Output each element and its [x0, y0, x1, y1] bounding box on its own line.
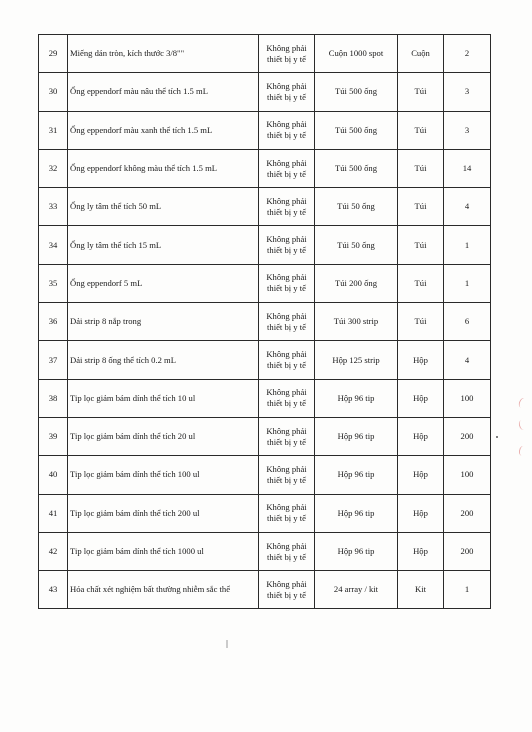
item-classification — [259, 532, 315, 570]
item-name: Tip lọc giảm bám dính thể tích 100 ul — [68, 456, 259, 494]
item-name: Dải strip 8 nắp trong — [68, 303, 259, 341]
classification-line-2: thiết bị y tế — [267, 398, 306, 409]
row-number: 33 — [39, 188, 68, 226]
table-row — [39, 571, 491, 609]
table-row — [39, 494, 491, 532]
classification-line-1: Không phải — [266, 425, 307, 436]
table-row — [39, 417, 491, 455]
item-name: Ống eppendorf 5 mL — [68, 264, 259, 302]
table-row — [39, 264, 491, 302]
item-name: Hóa chất xét nghiệm bất thường nhiễm sắc thể — [68, 571, 259, 609]
table-row — [39, 532, 491, 570]
scan-speck — [226, 640, 228, 648]
packaging-spec: Túi 500 ống — [315, 149, 398, 187]
row-number: 40 — [39, 456, 68, 494]
row-number: 37 — [39, 341, 68, 379]
item-name: Tip lọc giảm bám dính thể tích 10 ul — [68, 379, 259, 417]
classification-line-1: Không phải — [266, 272, 307, 283]
quantity: 100 — [444, 456, 491, 494]
classification-line-1: Không phải — [266, 349, 307, 360]
packaging-spec: Cuộn 1000 spot — [315, 35, 398, 73]
item-name: Tip lọc giảm bám dính thể tích 1000 ul — [68, 532, 259, 570]
item-name: Miếng dán tròn, kích thước 3/8"" — [68, 35, 259, 73]
item-classification — [259, 341, 315, 379]
unit: Túi — [398, 111, 444, 149]
item-name: Ống eppendorf màu nâu thể tích 1.5 mL — [68, 73, 259, 111]
packaging-spec: Túi 200 ống — [315, 264, 398, 302]
unit: Hộp — [398, 417, 444, 455]
unit: Túi — [398, 188, 444, 226]
unit: Hộp — [398, 456, 444, 494]
classification-line-1: Không phải — [266, 310, 307, 321]
table-row — [39, 341, 491, 379]
item-classification — [259, 111, 315, 149]
table-row — [39, 456, 491, 494]
unit: Túi — [398, 226, 444, 264]
table-row — [39, 226, 491, 264]
classification-line-2: thiết bị y tế — [267, 206, 306, 217]
quantity: 2 — [444, 35, 491, 73]
item-name: Ống eppendorf không màu thể tích 1.5 mL — [68, 149, 259, 187]
unit: Túi — [398, 149, 444, 187]
table-row — [39, 188, 491, 226]
row-number: 38 — [39, 379, 68, 417]
quantity: 200 — [444, 532, 491, 570]
unit: Túi — [398, 264, 444, 302]
quantity: 200 — [444, 417, 491, 455]
item-name: Ống ly tâm thể tích 50 mL — [68, 188, 259, 226]
classification-line-2: thiết bị y tế — [267, 360, 306, 371]
classification-line-2: thiết bị y tế — [267, 551, 306, 562]
classification-line-1: Không phải — [266, 195, 307, 206]
quantity: 1 — [444, 226, 491, 264]
item-classification — [259, 494, 315, 532]
unit: Cuộn — [398, 35, 444, 73]
item-classification — [259, 571, 315, 609]
table-row — [39, 149, 491, 187]
quantity: 1 — [444, 264, 491, 302]
classification-line-1: Không phải — [266, 387, 307, 398]
packaging-spec: Hộp 125 strip — [315, 341, 398, 379]
row-number: 31 — [39, 111, 68, 149]
classification-line-2: thiết bị y tế — [267, 513, 306, 524]
item-classification — [259, 303, 315, 341]
packaging-spec: Túi 500 ống — [315, 73, 398, 111]
packaging-spec: Hộp 96 tip — [315, 532, 398, 570]
quantity: 3 — [444, 111, 491, 149]
table-row — [39, 73, 491, 111]
row-number: 39 — [39, 417, 68, 455]
item-classification — [259, 264, 315, 302]
row-number: 42 — [39, 532, 68, 570]
quantity: 3 — [444, 73, 491, 111]
item-name: Ống ly tâm thể tích 15 mL — [68, 226, 259, 264]
quantity: 100 — [444, 379, 491, 417]
packaging-spec: Hộp 96 tip — [315, 417, 398, 455]
quantity: 6 — [444, 303, 491, 341]
unit: Túi — [398, 73, 444, 111]
item-classification — [259, 456, 315, 494]
row-number: 34 — [39, 226, 68, 264]
supplies-table — [38, 34, 491, 609]
classification-line-1: Không phải — [266, 119, 307, 130]
unit: Kit — [398, 571, 444, 609]
classification-line-2: thiết bị y tế — [267, 436, 306, 447]
scan-speck — [496, 436, 498, 438]
classification-line-1: Không phải — [266, 502, 307, 513]
stamp-edge-mark — [518, 445, 527, 456]
row-number: 36 — [39, 303, 68, 341]
item-classification — [259, 35, 315, 73]
classification-line-1: Không phải — [266, 157, 307, 168]
quantity: 1 — [444, 571, 491, 609]
classification-line-2: thiết bị y tế — [267, 53, 306, 64]
classification-line-2: thiết bị y tế — [267, 589, 306, 600]
table-row — [39, 111, 491, 149]
stamp-edge-mark — [518, 419, 527, 430]
packaging-spec: Túi 50 ống — [315, 188, 398, 226]
table-row — [39, 379, 491, 417]
classification-line-2: thiết bị y tế — [267, 245, 306, 256]
packaging-spec: Túi 300 strip — [315, 303, 398, 341]
row-number: 35 — [39, 264, 68, 302]
row-number: 43 — [39, 571, 68, 609]
packaging-spec: 24 array / kit — [315, 571, 398, 609]
packaging-spec: Hộp 96 tip — [315, 456, 398, 494]
item-name: Tip lọc giảm bám dính thể tích 200 ul — [68, 494, 259, 532]
row-number: 30 — [39, 73, 68, 111]
item-classification — [259, 188, 315, 226]
item-classification — [259, 417, 315, 455]
stamp-edge-mark — [518, 397, 528, 409]
packaging-spec: Hộp 96 tip — [315, 379, 398, 417]
item-name: Tip lọc giảm bám dính thể tích 20 ul — [68, 417, 259, 455]
item-name: Dải strip 8 ống thể tích 0.2 mL — [68, 341, 259, 379]
unit: Hộp — [398, 341, 444, 379]
item-name: Ống eppendorf màu xanh thể tích 1.5 mL — [68, 111, 259, 149]
unit: Hộp — [398, 532, 444, 570]
item-classification — [259, 379, 315, 417]
quantity: 200 — [444, 494, 491, 532]
row-number: 41 — [39, 494, 68, 532]
classification-line-2: thiết bị y tế — [267, 91, 306, 102]
classification-line-2: thiết bị y tế — [267, 474, 306, 485]
quantity: 14 — [444, 149, 491, 187]
packaging-spec: Túi 50 ống — [315, 226, 398, 264]
packaging-spec: Túi 500 ống — [315, 111, 398, 149]
row-number: 32 — [39, 149, 68, 187]
supplies-table-body — [39, 35, 491, 609]
quantity: 4 — [444, 341, 491, 379]
classification-line-2: thiết bị y tế — [267, 283, 306, 294]
row-number: 29 — [39, 35, 68, 73]
unit: Hộp — [398, 494, 444, 532]
unit: Hộp — [398, 379, 444, 417]
classification-line-2: thiết bị y tế — [267, 321, 306, 332]
classification-line-1: Không phải — [266, 80, 307, 91]
item-classification — [259, 73, 315, 111]
classification-line-1: Không phải — [266, 540, 307, 551]
classification-line-1: Không phải — [266, 42, 307, 53]
classification-line-2: thiết bị y tế — [267, 130, 306, 141]
classification-line-2: thiết bị y tế — [267, 168, 306, 179]
classification-line-1: Không phải — [266, 234, 307, 245]
item-classification — [259, 226, 315, 264]
classification-line-1: Không phải — [266, 578, 307, 589]
item-classification — [259, 149, 315, 187]
quantity: 4 — [444, 188, 491, 226]
classification-line-1: Không phải — [266, 463, 307, 474]
unit: Túi — [398, 303, 444, 341]
table-row — [39, 303, 491, 341]
packaging-spec: Hộp 96 tip — [315, 494, 398, 532]
table-row — [39, 35, 491, 73]
